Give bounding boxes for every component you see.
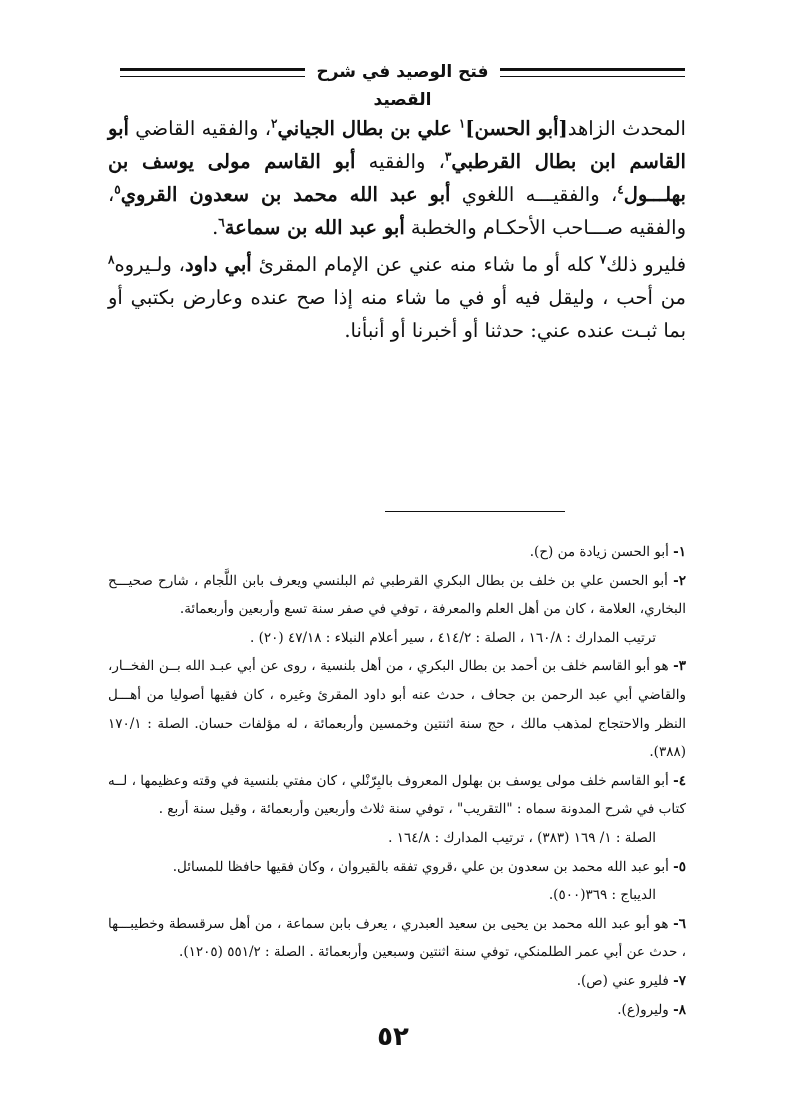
footnote-6	[108, 910, 686, 967]
footnote-text: هو أبو عبد الله محمد بن يحيى بن سعيد العبدري ، يعرف بابن سماعة ، من أهل سرقسطة وخطيبـــها ، حدث عن أبي عمر الطلمنكي، توفي سنة اثنتين وسبعين وأربعمائة . الصلة : ٥٥١/٢ (١٢٠٥).	[108, 915, 686, 961]
footnote-5	[108, 853, 686, 882]
footnote-ref-8: ٨	[108, 252, 115, 267]
footnote-number: ٥-	[673, 858, 686, 875]
paragraph-2	[108, 248, 686, 347]
text-segment: فليرو ذلك	[606, 253, 687, 276]
text-segment: ، والفقيه	[355, 150, 445, 173]
footnote-ref-3: ٣	[444, 149, 452, 164]
footnote-separator	[385, 511, 565, 512]
footnote-number: ٦-	[673, 915, 686, 932]
footnote-number: ٨-	[673, 1001, 686, 1018]
footnote-ref-4: ٤	[617, 182, 624, 197]
text-segment: من أحب ، وليقل فيه أو في ما شاء منه إذا صح عنده وعارض بكتبي أو بما ثبـت عنده عني: حدثنا أو أخبرنا أو أنبأنا.	[108, 286, 686, 342]
footnote-ref-2: ٢	[271, 116, 278, 131]
footnote-ref-7: ٧	[599, 252, 607, 267]
footnote-2-reference: ترتيب المدارك : ١٦٠/٨ ، الصلة : ٤١٤/٢ ، سير أعلام النبلاء : ٤٧/١٨ (٢٠) .	[250, 629, 656, 646]
header-rule-left	[120, 68, 305, 77]
footnote-8	[108, 996, 686, 1025]
footnote-ref-1: ١	[458, 116, 466, 131]
footnote-3	[108, 652, 686, 766]
footnote-text: وليرو(ع).	[617, 1001, 674, 1018]
footnote-text: هو أبو القاسم خلف بن أحمد بن بطال البكري ، من أهل بلنسية ، روى عن أبي عبـد الله بــن الفخــار، والقاضي أبي عبد الرحمن بن جحاف ، حدث عنه أبو داود المقرئ وغيره ، كان فقيها أصوليا من أهـــل النظر والاحتجاج لمذهب مالك ، حج سنة اثنتين وخمسين وأربعمائة ، له مؤلفات حسان. الصلة : ١٧٠/١ (٣٨٨).	[108, 658, 686, 761]
text-segment: ، ولـيروه	[114, 253, 185, 276]
text-segment: أبي داود	[184, 253, 252, 276]
footnote-4-reference: الصلة : ١/ ١٦٩ (٣٨٣) ، ترتيب المدارك : ١٦٤/٨ .	[388, 829, 656, 846]
footnote-number: ٣-	[673, 658, 686, 675]
text-segment: ، والفقيه القاضي	[128, 117, 272, 140]
text-segment: [أبو الحسن]	[465, 117, 568, 140]
running-header	[120, 58, 685, 110]
text-segment: أبو عبد الله محمد بن سعدون القروي	[120, 183, 451, 206]
footnote-text: أبو الحسن زيادة من (ح).	[529, 544, 674, 560]
text-segment: أبو القاسم مولى يوسف بن بهلـــول	[108, 150, 686, 206]
header-rule-right	[500, 68, 685, 77]
text-segment: كله أو ما شاء منه عني عن الإمام المقرئ	[251, 253, 600, 276]
paragraph-1	[108, 112, 686, 244]
text-segment: .	[212, 216, 219, 239]
book-title: فتح الوصيد في شرح القصيد	[316, 62, 489, 110]
footnote-text: أبو الحسن علي بن خلف بن بطال البكري القرطبي ثم البلنسي ويعرف بابن اللَّجام ، شارح صحيـــح البخاري، العلامة ، كان من أهل العلم والمعرفة ، توفي في صفر سنة تسع وأربعين وأربعمائة.	[108, 572, 686, 618]
footnote-number: ١-	[673, 544, 686, 560]
footnote-text: فليرو عني (ص).	[576, 972, 674, 989]
footnote-number: ٧-	[673, 972, 686, 989]
footnote-ref-6: ٦	[218, 215, 225, 230]
footnotes	[108, 538, 686, 1024]
footnote-number: ٤-	[673, 772, 686, 789]
footnote-5-reference: الديباج : ٣٦٩(٥٠٠).	[548, 887, 656, 904]
text-segment: المحدث الزاهد	[567, 117, 686, 140]
main-text	[108, 112, 686, 347]
text-segment: أبو القاسم ابن بطال القرطبي	[108, 117, 686, 173]
footnote-number: ٢-	[673, 572, 686, 589]
footnote-4	[108, 767, 686, 824]
page-number: ٥٢	[377, 1022, 409, 1052]
text-segment: ، والفقيـــه اللغوي	[450, 183, 618, 206]
footnote-7	[108, 967, 686, 996]
footnote-text: أبو القاسم خلف مولى يوسف بن بهلول المعروف بالبِرّنْلي ، كان مفتي بلنسية في وقته وعظيمها ، لــه كتاب في شرح المدونة سماه : "التقريب" ، توفي سنة ثلاث وأربعين وأربعمائة ، وقيل سنة أربع .	[108, 772, 686, 818]
text-segment: ، والفقيه صـــاحب الأحكـام والخطبة	[108, 183, 686, 239]
footnote-text: أبو عبد الله محمد بن سعدون بن علي ،قروي تفقه بالقيروان ، وكان فقيها حافظا للمسائل.	[172, 858, 674, 875]
footnote-2	[108, 567, 686, 624]
text-segment: أبو عبد الله بن سماعة	[224, 216, 405, 239]
footnote-ref-5: ٥	[114, 182, 121, 197]
footnote-1	[108, 538, 686, 567]
text-segment: علي بن بطال الجياني	[277, 117, 459, 140]
